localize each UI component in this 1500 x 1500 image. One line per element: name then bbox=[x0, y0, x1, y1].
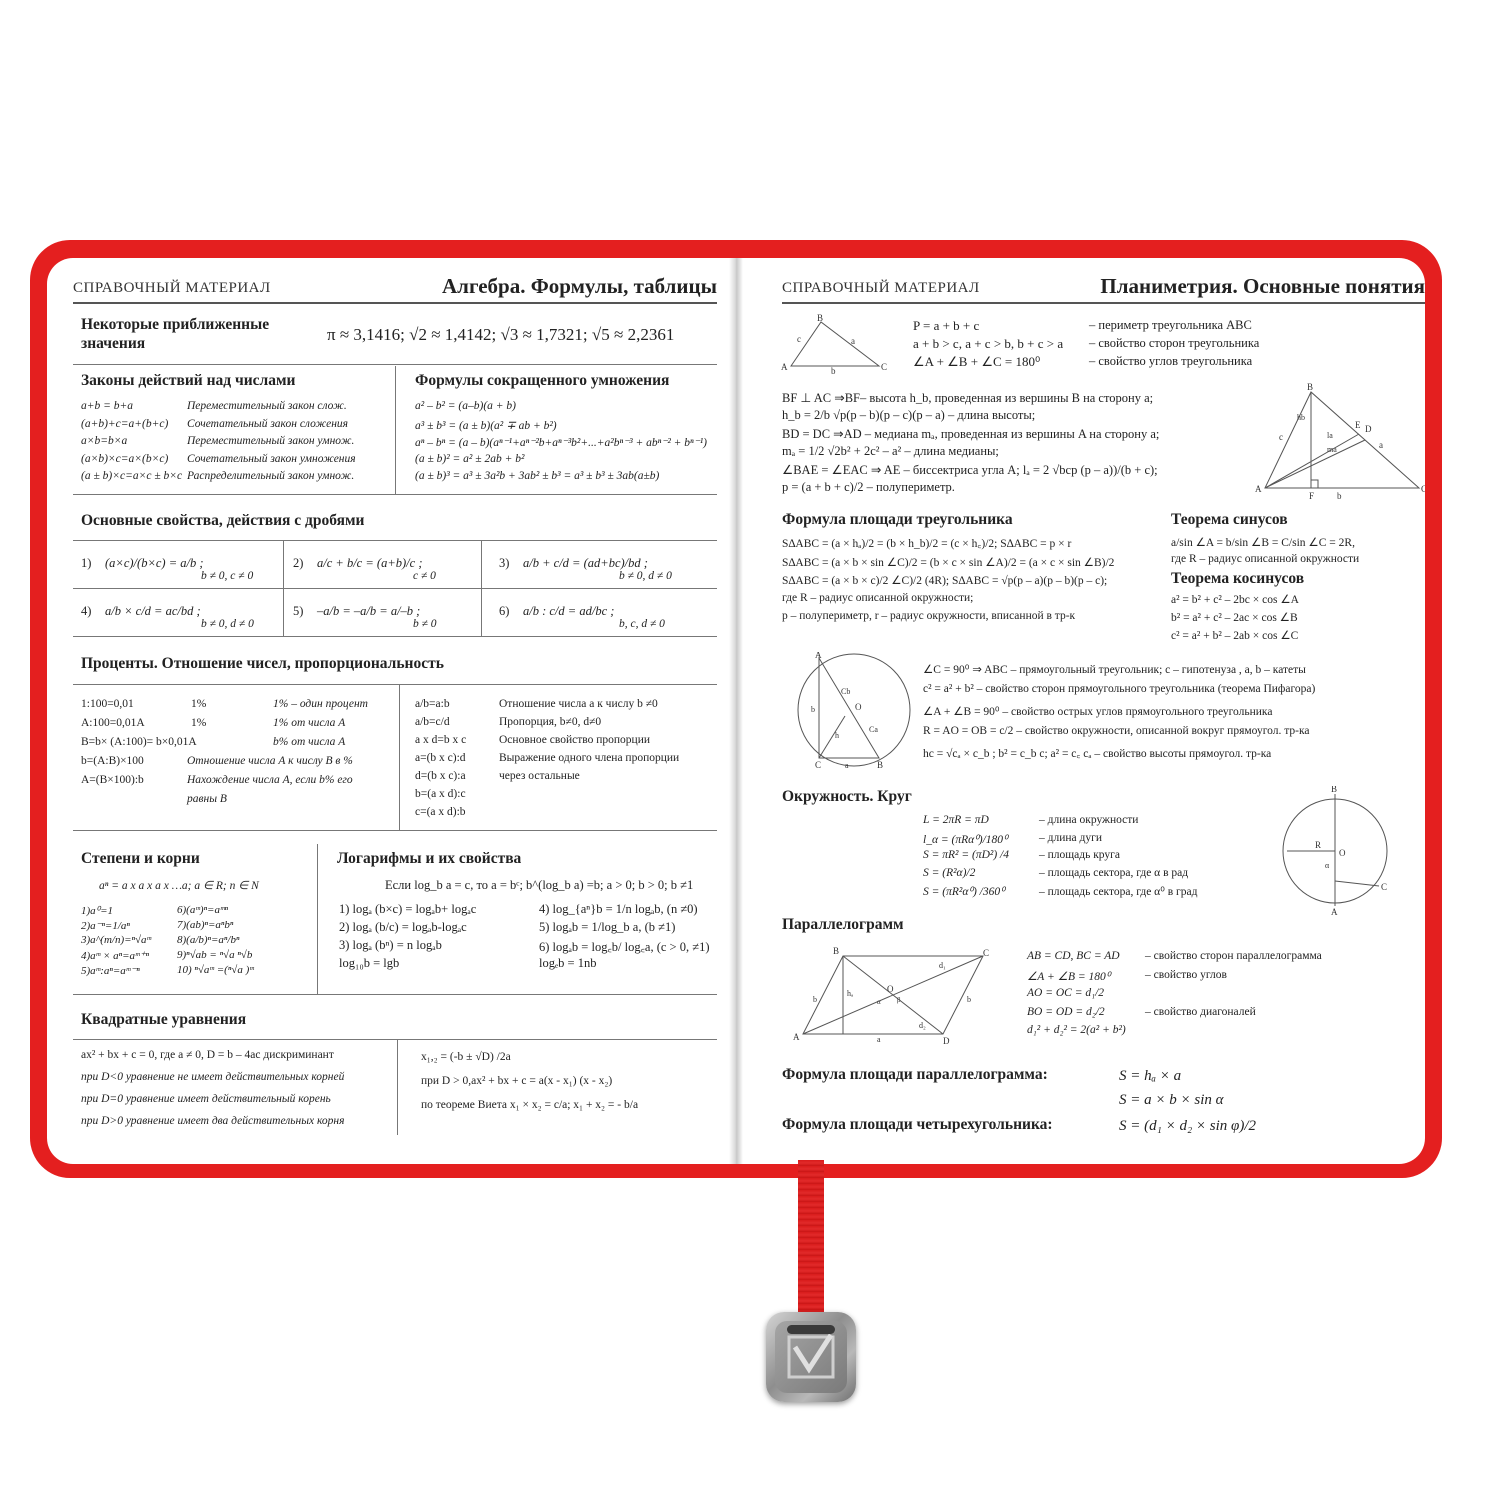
parallelogram-description: – свойство сторон параллелограмма bbox=[1145, 950, 1322, 962]
triangle-description: – свойство углов треугольника bbox=[1089, 354, 1253, 368]
fraction-condition: b ≠ 0, d ≠ 0 bbox=[201, 618, 254, 630]
area-quad-formula: S = (d₁ × d₂ × sin φ)/2 bbox=[1119, 1118, 1257, 1134]
area-par-title: Формула площади параллелограмма: bbox=[782, 1066, 1048, 1083]
law-formula: (a×b)×c=a×(b×c) bbox=[81, 452, 169, 465]
triangle-figure-2 bbox=[1251, 382, 1428, 504]
parallelogram-description: – свойство диагоналей bbox=[1145, 1005, 1256, 1018]
circle-formula: L = 2πR = πD bbox=[923, 814, 989, 826]
circle-formula: S = (R²α)/2 bbox=[923, 866, 976, 879]
right-triangle-line: ∠C = 90⁰ ⇒ ABC – прямоугольный треугольник; c – гипотенуза , a, b – катеты bbox=[923, 664, 1306, 676]
quad-condition: при D<0 уравнение не имеет действительных корней bbox=[81, 1071, 345, 1083]
figure-label: a bbox=[851, 336, 855, 346]
right-triangle-line: hc = √cₐ × c_b ; b² = c_b c; a² = c꜀ cₐ – свойство высоты прямоугол. тр-ка bbox=[923, 748, 1272, 760]
short-mult-formula: a³ ± b³ = (a ± b)(a² ∓ ab + b²) bbox=[415, 419, 557, 432]
circle-description: – длина окружности bbox=[1039, 814, 1139, 826]
quad-formula: при D > 0,ax² + bx + c = a(x - x₁) (x - x₂) bbox=[421, 1075, 613, 1087]
figure-label: B bbox=[1331, 786, 1338, 794]
proportion-formula: a x d=b x c bbox=[415, 734, 467, 746]
figure-label: B bbox=[817, 314, 824, 323]
short-mult-formula: a² – b² = (a–b)(a + b) bbox=[415, 400, 516, 412]
short-mult-formula: aⁿ – bⁿ = (a – b)(aⁿ⁻¹+aⁿ⁻²b+aⁿ⁻³b²+...+a²bⁿ⁻³ + abⁿ⁻² + bⁿ⁻¹) bbox=[415, 437, 707, 449]
percent-value: 1% bbox=[191, 717, 207, 729]
divider bbox=[395, 366, 396, 494]
left-page bbox=[47, 258, 735, 1164]
power-rule: 10) ⁿ√aᵐ =(ⁿ√a )ᵐ bbox=[177, 964, 254, 976]
area-triangle-formula: S∆ABC = (a × b × c)/2 ∠C)/2 (4R); S∆ABC = √p(p – a)(p – b)(p – c); bbox=[782, 575, 1108, 587]
right-section-label: СПРАВОЧНЫЙ МАТЕРИАЛ bbox=[782, 280, 980, 296]
logs-title: Логарифмы и их свойства bbox=[337, 850, 522, 867]
percent-formula: b=(A:B)×100 bbox=[81, 755, 144, 767]
fractions-title: Основные свойства, действия с дробями bbox=[81, 512, 365, 529]
figure-label: a bbox=[877, 1035, 881, 1044]
percent-value: 1% bbox=[191, 698, 207, 710]
percent-formula: A=(B×100):b bbox=[81, 774, 144, 786]
area-par-formula-2: S = a × b × sin α bbox=[1119, 1092, 1224, 1108]
right-triangle-line: R = AO = OB = c/2 – свойство окружности, описанной вокруг прямоугол. тр-ка bbox=[923, 725, 1310, 737]
triangle-line: ∠BAE = ∠EAC ⇒ AE – биссектриса угла A; lₐ = 2 √bcp (p – a))/(b + c); bbox=[782, 463, 1158, 477]
percent-title: Проценты. Отношение чисел, пропорциональность bbox=[81, 655, 444, 672]
fraction-number: 4) bbox=[81, 604, 92, 618]
figure-label: A bbox=[793, 1032, 800, 1042]
figure-label: b bbox=[831, 366, 836, 374]
power-rule: 5)aᵐ:aⁿ=aᵐ⁻ⁿ bbox=[81, 965, 140, 977]
fraction-formula: (a×c)/(b×c) = a/b ; bbox=[105, 556, 204, 570]
circle-formula: l_α = (πRα⁰)/180⁰ bbox=[923, 833, 1008, 846]
divider bbox=[73, 494, 717, 495]
percent-description: b% от числа A bbox=[273, 736, 346, 748]
fraction-number: 5) bbox=[293, 604, 304, 618]
figure-label: E bbox=[1355, 420, 1361, 430]
circle-formula: S = (πR²α⁰) /360⁰ bbox=[923, 886, 1005, 898]
parallelogram-formula: d₁² + d₂² = 2(a² + b²) bbox=[1027, 1024, 1126, 1036]
figure-label: Ca bbox=[869, 725, 878, 734]
parallelogram-formula: AO = OC = d₁/2 bbox=[1027, 987, 1105, 999]
quad-condition: ax² + bx + c = 0, где a ≠ 0, D = b – 4ac дискриминант bbox=[81, 1049, 334, 1061]
percent-description: Нахождение числа A, если b% его bbox=[187, 774, 353, 786]
figure-label: B bbox=[877, 760, 884, 770]
proportion-description: Выражение одного члена пропорции bbox=[499, 752, 680, 764]
circle-figure bbox=[1279, 786, 1391, 916]
parallelogram-title: Параллелограмм bbox=[782, 916, 904, 933]
power-rule: 2)a⁻ⁿ=1/aⁿ bbox=[81, 920, 130, 932]
divider bbox=[283, 540, 284, 636]
percent-description: равны B bbox=[187, 793, 227, 805]
triangle-figure-1 bbox=[781, 314, 891, 374]
figure-label: hb bbox=[1297, 413, 1305, 422]
fraction-condition: b ≠ 0, d ≠ 0 bbox=[619, 570, 672, 582]
short-mult-formula: (a ± b)² = a² ± 2ab + b² bbox=[415, 452, 525, 465]
left-page-title: Алгебра. Формулы, таблицы bbox=[442, 274, 717, 298]
circle-description: – длина дуги bbox=[1039, 831, 1102, 844]
circle-formula: S = πR² = (πD²) /4 bbox=[923, 849, 1009, 861]
triangle-line: h_b = 2/b √p(p – b)(p – c)(p – a) – длина высоты; bbox=[782, 408, 1036, 422]
area-quad-title: Формула площади четырехугольника: bbox=[782, 1116, 1053, 1133]
figure-label: O bbox=[1339, 848, 1346, 858]
percent-formula: B=b× (A:100)= b×0,01A bbox=[81, 736, 197, 748]
figure-label: F bbox=[1309, 491, 1315, 501]
laws-title: Законы действий над числами bbox=[81, 372, 296, 389]
quad-condition: при D=0 уравнение имеет действительный корень bbox=[81, 1093, 331, 1105]
figure-label: R bbox=[1315, 840, 1322, 850]
proportion-formula: b=(a x d):c bbox=[415, 788, 466, 800]
law-formula: (a+b)+c=a+(b+c) bbox=[81, 417, 169, 430]
right-triangle-line: ∠A + ∠B = 90⁰ – свойство острых углов прямоугольного треугольника bbox=[923, 706, 1273, 718]
tag-hole bbox=[787, 1325, 835, 1334]
percent-description: Отношение числа A к числу B в % bbox=[187, 755, 353, 767]
figure-label: b bbox=[813, 995, 817, 1004]
area-triangle-formula: p – полупериметр, r – радиус окружности, вписанной в тр-к bbox=[782, 610, 1076, 622]
figure-label: a bbox=[1379, 440, 1383, 450]
fraction-formula: a/b × c/d = ac/bd ; bbox=[105, 604, 201, 618]
law-formula: a+b = b+a bbox=[81, 400, 134, 412]
divider bbox=[73, 588, 717, 589]
divider bbox=[73, 1039, 717, 1040]
figure-label: a bbox=[845, 761, 849, 770]
approx-values: π ≈ 3,1416; √2 ≈ 1,4142; √3 ≈ 1,7321; √5 ≈ 2,2361 bbox=[327, 325, 675, 344]
figure-label: c bbox=[797, 334, 801, 344]
proportion-description: Отношение числа a к числу b ≠0 bbox=[499, 698, 658, 710]
triangle-line: BD = DC ⇒AD – медиана mₐ, проведенная из вершины A на сторону a; bbox=[782, 427, 1160, 441]
quad-formula: по теореме Виета x₁ × x₂ = c/a; x₁ + x₂ = - b/a bbox=[421, 1099, 639, 1111]
triangle-line: p = (a + b + c)/2 – полупериметр. bbox=[782, 480, 955, 494]
parallelogram-description: – свойство углов bbox=[1145, 968, 1227, 981]
fraction-number: 3) bbox=[499, 556, 510, 570]
proportion-description: через остальные bbox=[499, 770, 580, 782]
figure-label: b bbox=[811, 705, 815, 714]
figure-label: ma bbox=[1327, 445, 1337, 454]
percent-formula: 1:100=0,01 bbox=[81, 698, 134, 710]
divider bbox=[397, 1039, 398, 1135]
power-rule: 7)(ab)ⁿ=aⁿbⁿ bbox=[177, 919, 234, 931]
law-description: Сочетательный закон сложения bbox=[187, 417, 349, 430]
proportion-formula: a/b=c/d bbox=[415, 716, 450, 728]
divider bbox=[73, 994, 717, 995]
circle-triangle-figure bbox=[789, 652, 919, 770]
figure-label: β bbox=[897, 996, 901, 1004]
power-rule: 8)(a/b)ⁿ=aⁿ/bⁿ bbox=[177, 934, 240, 946]
fraction-formula: –a/b = –a/b = a/–b ; bbox=[317, 604, 421, 618]
proportion-formula: a/b=a:b bbox=[415, 698, 450, 710]
figure-label: O bbox=[855, 702, 862, 712]
triangle-formula: ∠A + ∠B + ∠C = 180⁰ bbox=[913, 354, 1041, 369]
log-rule: 1) logₐ (b×c) = logₐb+ logₐc bbox=[339, 902, 477, 916]
log-rule: 5) logₐb = 1/log_b a, (b ≠1) bbox=[539, 920, 676, 934]
power-rule: 1)a⁰=1 bbox=[81, 905, 113, 917]
short-mult-title: Формулы сокращенного умножения bbox=[415, 372, 670, 389]
short-mult-formula: (a ± b)³ = a³ ± 3a²b + 3ab² ± b³ = a³ ± b³ ± 3ab(a±b) bbox=[415, 470, 660, 482]
triangle-formula: P = a + b + c bbox=[913, 318, 980, 333]
log-rule: 3) logₐ (bⁿ) = n logₐb bbox=[339, 938, 442, 952]
triangle-description: – периметр треугольника ABC bbox=[1089, 318, 1252, 332]
figure-label: C bbox=[1421, 484, 1428, 494]
figure-label: Cb bbox=[841, 687, 851, 696]
figure-label: B bbox=[833, 946, 840, 956]
triangle-formula: a + b > c, a + c > b, b + c > a bbox=[913, 336, 1064, 351]
parallelogram-figure bbox=[791, 944, 991, 1044]
figure-label: A bbox=[815, 652, 822, 660]
area-triangle-formula: S∆ABC = (a × b × sin ∠C)/2 = (b × c × sin ∠A)/2 = (a × c × sin ∠B)/2 bbox=[782, 556, 1115, 569]
fraction-formula: a/b + c/d = (ad+bc)/bd ; bbox=[523, 556, 648, 570]
fraction-condition: c ≠ 0 bbox=[413, 570, 436, 582]
law-description: Переместительный закон слож. bbox=[187, 400, 347, 412]
right-header-rule bbox=[782, 302, 1425, 304]
parallelogram-formula: AB = CD, BC = AD bbox=[1027, 950, 1120, 962]
figure-label: A bbox=[1331, 907, 1338, 916]
power-rule: 6)(aᵐ)ⁿ=aᵐⁿ bbox=[177, 904, 229, 916]
right-page-title: Планиметрия. Основные понятия bbox=[1100, 274, 1425, 298]
figure-label: C bbox=[815, 760, 822, 770]
circle-description: – площадь сектора, где α⁰ в град bbox=[1039, 886, 1198, 898]
figure-label: A bbox=[781, 362, 788, 372]
proportion-description: Основное свойство пропорции bbox=[499, 734, 651, 746]
figure-label: A bbox=[1255, 484, 1262, 494]
law-description: Сочетательный закон умножения bbox=[187, 452, 356, 465]
figure-label: α bbox=[877, 998, 881, 1006]
quad-title: Квадратные уравнения bbox=[81, 1011, 247, 1028]
law-formula: a×b=b×a bbox=[81, 435, 128, 447]
figure-label: b bbox=[967, 995, 971, 1004]
figure-label: h bbox=[835, 731, 839, 740]
cosines-line: a² = b² + c² – 2bc × cos ∠A bbox=[1171, 594, 1299, 606]
divider bbox=[73, 684, 717, 685]
divider bbox=[73, 830, 717, 831]
divider bbox=[399, 684, 400, 830]
figure-label: O bbox=[887, 984, 894, 994]
page-spine bbox=[729, 258, 743, 1164]
sines-title: Теорема синусов bbox=[1171, 511, 1288, 528]
logs-definition: Если log_b a = c, то a = bᶜ; b^(log_b a) =b; a > 0; b > 0; b ≠1 bbox=[385, 878, 694, 892]
cosines-title: Теорема косинусов bbox=[1171, 570, 1305, 587]
triangle-description: – свойство сторон треугольника bbox=[1089, 336, 1260, 350]
circle-description: – площадь сектора, где α в рад bbox=[1039, 866, 1189, 879]
divider bbox=[317, 844, 318, 994]
fraction-condition: b, c, d ≠ 0 bbox=[619, 618, 665, 630]
quad-condition: при D>0 уравнение имеет два действительных корня bbox=[81, 1115, 345, 1127]
fraction-number: 2) bbox=[293, 556, 304, 570]
proportion-formula: a=(b x c):d bbox=[415, 752, 466, 764]
circle-title: Окружность. Круг bbox=[782, 788, 912, 805]
divider bbox=[73, 364, 717, 365]
circle-description: – площадь круга bbox=[1039, 849, 1120, 861]
power-rule: 4)aᵐ × aⁿ=aᵐ⁺ⁿ bbox=[81, 950, 149, 962]
figure-label: C bbox=[983, 948, 990, 958]
log-rule: log₁₀b = lgb bbox=[339, 956, 400, 970]
cosines-line: b² = a² + c² – 2ac × cos ∠B bbox=[1171, 612, 1298, 624]
fraction-formula: a/c + b/c = (a+b)/c ; bbox=[317, 556, 423, 570]
log-rule: 6) logₐb = log꜀b/ log꜀a, (c > 0, ≠1) bbox=[539, 940, 710, 954]
figure-label: D bbox=[1365, 424, 1372, 434]
divider bbox=[73, 540, 717, 541]
area-triangle-formula: где R – радиус описанной окружности; bbox=[782, 591, 974, 604]
approx-title-1: Некоторые приближенные bbox=[81, 316, 270, 333]
fraction-number: 1) bbox=[81, 556, 92, 570]
figure-label: D bbox=[943, 1036, 950, 1044]
left-section-label: СПРАВОЧНЫЙ МАТЕРИАЛ bbox=[73, 280, 271, 296]
percent-formula: A:100=0,01A bbox=[81, 717, 145, 729]
figure-label: la bbox=[1327, 431, 1333, 440]
area-par-formula-1: S = hₐ × a bbox=[1119, 1068, 1182, 1084]
log-rule: 2) logₐ (b/c) = logₐb-logₐc bbox=[339, 920, 467, 934]
figure-label: b bbox=[1337, 491, 1342, 501]
quad-formula: x₁,₂ = (-b ± √D) /2a bbox=[421, 1051, 511, 1063]
right-triangle-line: c² = a² + b² – свойство сторон прямоугольного треугольника (теорема Пифагора) bbox=[923, 683, 1316, 695]
percent-description: 1% – один процент bbox=[273, 698, 368, 710]
proportion-description: Пропорция, b≠0, d≠0 bbox=[499, 716, 602, 728]
law-formula: (a ± b)×c=a×c ± b×c bbox=[81, 470, 183, 482]
powers-title: Степени и корни bbox=[81, 850, 200, 867]
cosines-line: c² = a² + b² – 2ab × cos ∠C bbox=[1171, 630, 1299, 642]
divider bbox=[73, 636, 717, 637]
figure-label: c bbox=[1279, 432, 1283, 442]
fraction-number: 6) bbox=[499, 604, 510, 618]
area-triangle-formula: S∆ABC = (a × hₐ)/2 = (b × h_b)/2 = (c × h꜀)/2; S∆ABC = p × r bbox=[782, 538, 1072, 550]
figure-label: d₂ bbox=[919, 1021, 926, 1030]
percent-description: 1% от числа A bbox=[273, 717, 346, 729]
law-description: Переместительный закон умнож. bbox=[187, 435, 355, 447]
fraction-condition: b ≠ 0 bbox=[413, 618, 437, 630]
parallelogram-formula: ∠A + ∠B = 180⁰ bbox=[1027, 970, 1111, 983]
log-rule: logₑb = 1nb bbox=[539, 956, 597, 970]
sines-line: a/sin ∠A = b/sin ∠B = C/sin ∠C = 2R, bbox=[1171, 537, 1355, 549]
triangle-line: BF ⊥ AC ⇒BF– высота h_b, проведенная из вершины B на сторону a; bbox=[782, 391, 1154, 405]
law-description: Распределительный закон умнож. bbox=[187, 470, 355, 482]
figure-label: C bbox=[1381, 882, 1388, 892]
proportion-formula: c=(a x d):b bbox=[415, 806, 466, 818]
power-rule: 3)a^(m/n)=ⁿ√aᵐ bbox=[81, 934, 152, 946]
powers-definition: aⁿ = a x a x a x …a; a ∈ R; n ∈ N bbox=[99, 880, 259, 892]
parallelogram-formula: BO = OD = d₂/2 bbox=[1027, 1005, 1105, 1018]
area-triangle-title: Формула площади треугольника bbox=[782, 511, 1013, 528]
fraction-condition: b ≠ 0, c ≠ 0 bbox=[201, 570, 254, 582]
figure-label: B bbox=[1307, 382, 1314, 392]
sines-line: где R – радиус описанной окружности bbox=[1171, 553, 1360, 565]
fraction-formula: a/b : c/d = ad/bc ; bbox=[523, 604, 615, 618]
approx-title-2: значения bbox=[81, 335, 146, 352]
right-page bbox=[737, 258, 1428, 1164]
figure-label: C bbox=[881, 362, 888, 372]
divider bbox=[481, 540, 482, 636]
figure-label: d₁ bbox=[939, 961, 946, 970]
power-rule: 9)ⁿ√ab = ⁿ√a ⁿ√b bbox=[177, 949, 253, 961]
proportion-formula: d=(b x c):a bbox=[415, 770, 466, 782]
figure-label: α bbox=[1325, 861, 1330, 870]
left-header-rule bbox=[73, 302, 717, 304]
log-rule: 4) log_{aⁿ}b = 1/n logₐb, (n ≠0) bbox=[539, 902, 698, 916]
triangle-line: mₐ = 1/2 √2b² + 2c² – a² – длина медианы; bbox=[782, 444, 999, 458]
figure-label: hₐ bbox=[847, 989, 854, 998]
